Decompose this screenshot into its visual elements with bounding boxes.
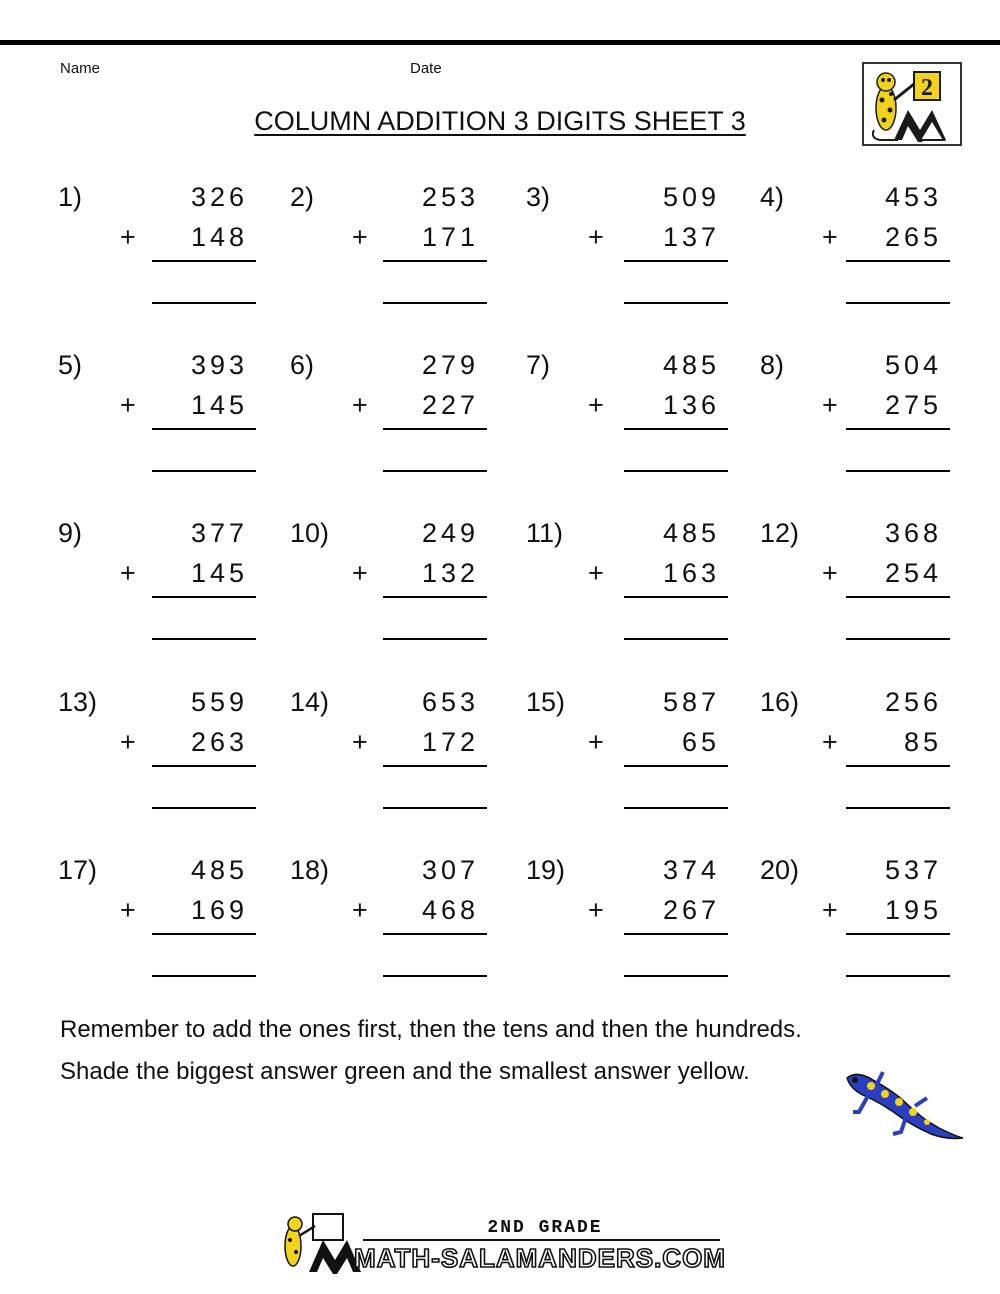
problem-number: 13) (58, 687, 98, 717)
addend-top: 249 (421, 518, 479, 548)
sum-line (383, 933, 487, 935)
addend-top: 485 (190, 855, 248, 885)
problem-number: 3) (526, 182, 551, 212)
problem-number: 14) (290, 687, 330, 717)
answer-line[interactable] (383, 807, 487, 809)
date-label: Date (410, 60, 442, 77)
top-rule (0, 40, 1000, 45)
addend-top: 559 (190, 687, 248, 717)
site-logo (275, 1212, 725, 1281)
addend-top: 368 (884, 518, 942, 548)
problem (526, 685, 766, 835)
problem (760, 685, 1000, 835)
problem-number: 10) (290, 518, 330, 548)
addend-top: 587 (662, 687, 720, 717)
sum-line (624, 765, 728, 767)
problem (290, 348, 530, 498)
answer-line[interactable] (383, 975, 487, 977)
grade-logo (862, 62, 962, 146)
instruction-line-2: Shade the biggest answer green and the smallest answer yellow. (60, 1058, 750, 1085)
problem (290, 516, 530, 666)
answer-line[interactable] (846, 470, 950, 472)
addend-top: 279 (421, 350, 479, 380)
addend-bottom: 275 (884, 390, 942, 420)
addend-bottom: 267 (662, 895, 720, 925)
addend-bottom: 145 (190, 390, 248, 420)
plus-sign: + (352, 390, 368, 420)
answer-line[interactable] (846, 807, 950, 809)
problem (58, 516, 298, 666)
problem-number: 8) (760, 350, 785, 380)
plus-sign: + (588, 727, 604, 757)
answer-line[interactable] (152, 807, 256, 809)
sum-line (383, 260, 487, 262)
sum-line (152, 933, 256, 935)
answer-line[interactable] (846, 302, 950, 304)
problem-number: 2) (290, 182, 315, 212)
answer-line[interactable] (383, 638, 487, 640)
problem-number: 12) (760, 518, 800, 548)
problem (58, 685, 298, 835)
addend-top: 485 (662, 518, 720, 548)
problem (290, 685, 530, 835)
salamander-icon (843, 1068, 967, 1149)
addend-bottom: 227 (421, 390, 479, 420)
answer-line[interactable] (383, 302, 487, 304)
sum-line (846, 933, 950, 935)
salamander-teacher-icon (864, 64, 960, 144)
problem (526, 853, 766, 1003)
sum-line (383, 765, 487, 767)
answer-line[interactable] (152, 470, 256, 472)
problem-number: 9) (58, 518, 83, 548)
answer-line[interactable] (152, 638, 256, 640)
addend-top: 653 (421, 687, 479, 717)
plus-sign: + (352, 222, 368, 252)
answer-line[interactable] (624, 975, 728, 977)
sum-line (152, 596, 256, 598)
name-label: Name (60, 60, 101, 77)
answer-line[interactable] (624, 807, 728, 809)
addend-top: 326 (190, 182, 248, 212)
problem (526, 180, 766, 330)
sum-line (846, 260, 950, 262)
addend-bottom: 195 (884, 895, 942, 925)
sum-line (383, 428, 487, 430)
problem (58, 180, 298, 330)
addend-top: 537 (884, 855, 942, 885)
addend-bottom: 163 (662, 558, 720, 588)
plus-sign: + (352, 895, 368, 925)
addend-top: 377 (190, 518, 248, 548)
grade-text: 2ND GRADE (487, 1218, 603, 1238)
addend-top: 393 (190, 350, 248, 380)
addend-top: 256 (884, 687, 942, 717)
plus-sign: + (588, 222, 604, 252)
addend-top: 374 (662, 855, 720, 885)
sum-line (624, 933, 728, 935)
svg-text:2: 2 (921, 75, 933, 101)
sum-line (383, 596, 487, 598)
addend-bottom: 137 (662, 222, 720, 252)
plus-sign: + (120, 558, 136, 588)
answer-line[interactable] (846, 975, 950, 977)
plus-sign: + (352, 558, 368, 588)
answer-line[interactable] (152, 975, 256, 977)
problem-number: 20) (760, 855, 800, 885)
problem (760, 180, 1000, 330)
instruction-line-1: Remember to add the ones first, then the tens and then the hundreds. (60, 1016, 802, 1043)
plus-sign: + (588, 558, 604, 588)
sum-line (152, 260, 256, 262)
plus-sign: + (822, 727, 838, 757)
plus-sign: + (120, 895, 136, 925)
problem (760, 853, 1000, 1003)
addend-bottom: 468 (421, 895, 479, 925)
problem-number: 5) (58, 350, 83, 380)
sum-line (624, 596, 728, 598)
problem-number: 15) (526, 687, 566, 717)
problem-number: 19) (526, 855, 566, 885)
answer-line[interactable] (624, 302, 728, 304)
problem-number: 6) (290, 350, 315, 380)
problem-number: 4) (760, 182, 785, 212)
answer-line[interactable] (846, 638, 950, 640)
plus-sign: + (352, 727, 368, 757)
addend-bottom: 172 (421, 727, 479, 757)
addend-bottom: 148 (190, 222, 248, 252)
answer-line[interactable] (383, 470, 487, 472)
plus-sign: + (588, 390, 604, 420)
addend-bottom: 85 (903, 727, 942, 757)
addend-top: 453 (884, 182, 942, 212)
problem (760, 516, 1000, 666)
plus-sign: + (822, 222, 838, 252)
sum-line (846, 596, 950, 598)
problem (58, 853, 298, 1003)
sum-line (624, 260, 728, 262)
plus-sign: + (822, 390, 838, 420)
addend-bottom: 265 (884, 222, 942, 252)
problem-number: 17) (58, 855, 98, 885)
addend-bottom: 171 (421, 222, 479, 252)
problem-number: 16) (760, 687, 800, 717)
sum-line (152, 765, 256, 767)
answer-line[interactable] (624, 638, 728, 640)
site-name-text: MATH-SALAMANDERS.COM (354, 1243, 725, 1273)
addend-top: 485 (662, 350, 720, 380)
addend-top: 307 (421, 855, 479, 885)
plus-sign: + (822, 558, 838, 588)
plus-sign: + (588, 895, 604, 925)
problem (760, 348, 1000, 498)
sum-line (846, 428, 950, 430)
problem-number: 1) (58, 182, 83, 212)
plus-sign: + (120, 727, 136, 757)
problem-number: 11) (526, 518, 564, 548)
addend-top: 509 (662, 182, 720, 212)
plus-sign: + (822, 895, 838, 925)
problem-number: 7) (526, 350, 551, 380)
problem (58, 348, 298, 498)
addend-bottom: 169 (190, 895, 248, 925)
addend-bottom: 254 (884, 558, 942, 588)
plus-sign: + (120, 390, 136, 420)
addend-bottom: 132 (421, 558, 479, 588)
problem (526, 348, 766, 498)
problem-number: 18) (290, 855, 330, 885)
page-title: COLUMN ADDITION 3 DIGITS SHEET 3 (254, 106, 746, 136)
problem (290, 853, 530, 1003)
addend-bottom: 263 (190, 727, 248, 757)
problem (290, 180, 530, 330)
answer-line[interactable] (152, 302, 256, 304)
sum-line (624, 428, 728, 430)
addend-bottom: 136 (662, 390, 720, 420)
sum-line (152, 428, 256, 430)
addend-top: 504 (884, 350, 942, 380)
addend-top: 253 (421, 182, 479, 212)
problem (526, 516, 766, 666)
addend-bottom: 65 (681, 727, 720, 757)
plus-sign: + (120, 222, 136, 252)
addend-bottom: 145 (190, 558, 248, 588)
answer-line[interactable] (624, 470, 728, 472)
sum-line (846, 765, 950, 767)
